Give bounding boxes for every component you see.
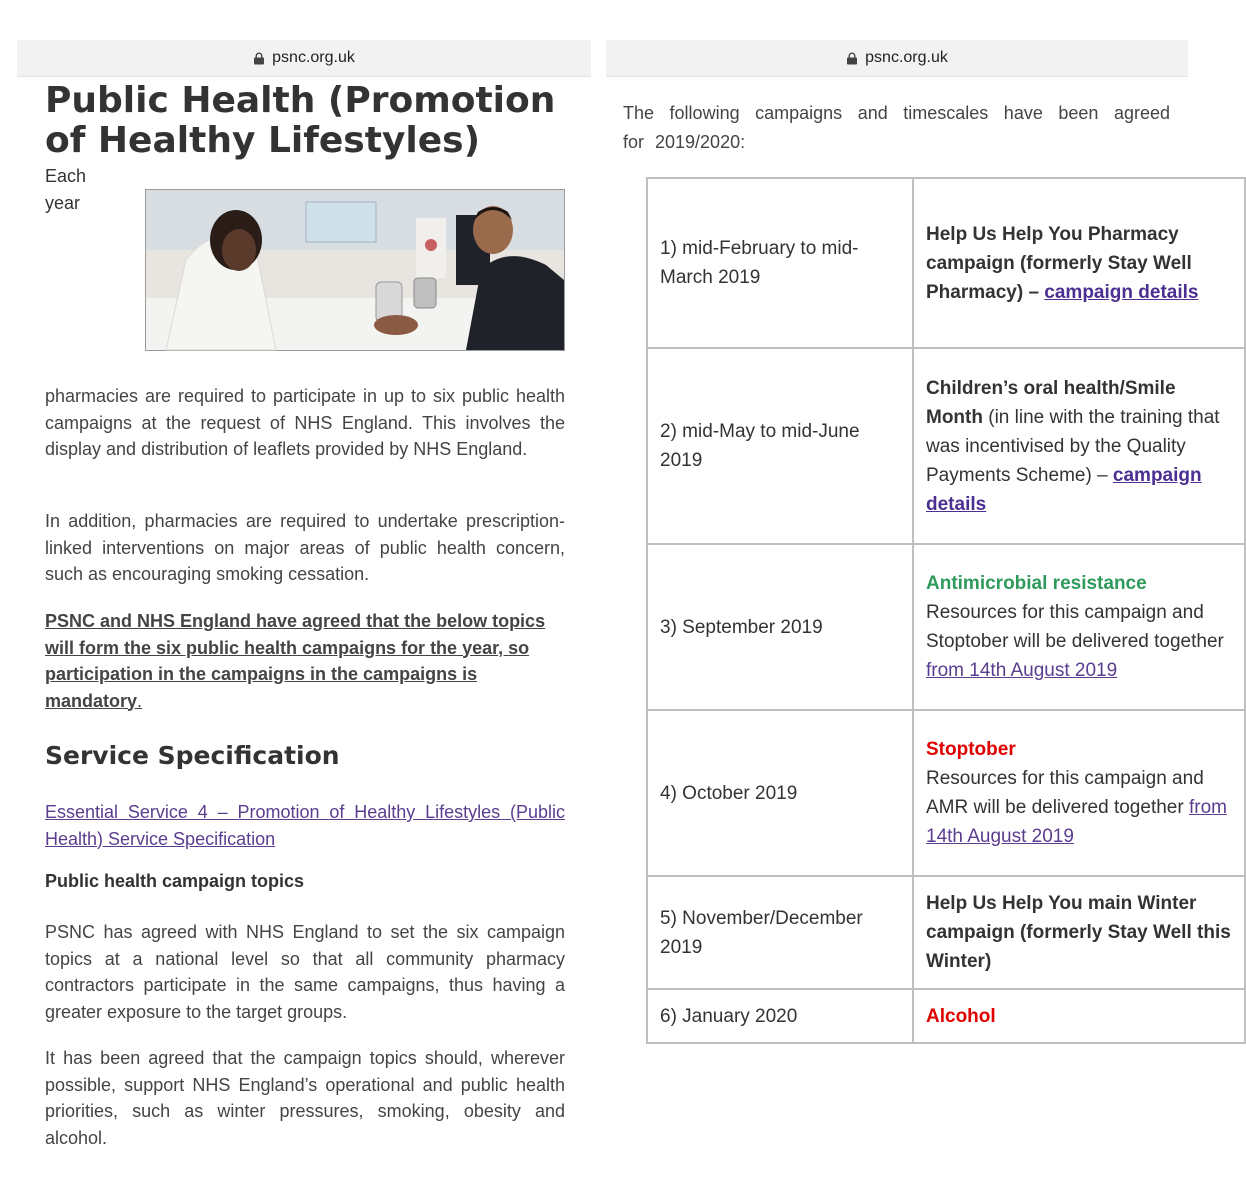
- campaign-details-link[interactable]: campaign details: [1044, 281, 1199, 303]
- campaigns-table: [646, 177, 1246, 1044]
- row-campaign: [913, 710, 1245, 876]
- table-row: [647, 710, 1245, 876]
- campaign-title: Alcohol: [926, 1005, 996, 1027]
- row-campaign: [913, 178, 1245, 348]
- table-row: [647, 989, 1245, 1043]
- campaign-title: Antimicrobial resistance: [926, 573, 1147, 594]
- row-campaign: [913, 544, 1245, 710]
- url-text: psnc.org.uk: [865, 49, 948, 66]
- campaign-title: Children’s oral health/Smile Month: [926, 377, 1176, 428]
- mandatory-statement: [45, 608, 565, 714]
- page-content: [606, 77, 1231, 1200]
- paragraph-priorities: It has been agreed that the campaign topics should, wherever possible, support NHS England’s operational and public health priorities, such as winter pressures, smoking, obesity and alcohol.: [45, 1048, 565, 1148]
- row-timescale: 5) November/December 2019: [647, 876, 913, 989]
- row-timescale: 4) October 2019: [647, 710, 913, 876]
- page-content: [17, 77, 591, 1200]
- table-row: [647, 348, 1245, 544]
- right-screenshot: [606, 0, 1231, 1200]
- row-campaign: [913, 348, 1245, 544]
- row-timescale: 2) mid-May to mid-June 2019: [647, 348, 913, 544]
- campaign-title: Help Us Help You Pharmacy campaign (formerly Stay Well Pharmacy) –: [926, 223, 1192, 303]
- paragraph-national-topics: PSNC has agreed with NHS England to set the six campaign topics at a national level so that all community pharmacy contractors participate in the same campaigns, thus having a greater exposure to the target groups.: [45, 922, 565, 1022]
- campaign-description: Resources for this campaign and Stoptober will be delivered together: [926, 602, 1224, 652]
- row-timescale: 1) mid-February to mid-March 2019: [647, 178, 913, 348]
- table-row: [647, 544, 1245, 710]
- campaign-topics-heading: Public health campaign topics: [45, 871, 305, 891]
- campaign-title: Stoptober: [926, 739, 1016, 760]
- service-spec-link-wrap: [45, 799, 565, 852]
- url-text: psnc.org.uk: [272, 49, 355, 66]
- paragraph-requirements: pharmacies are required to participate in up to six public health campaigns at the request of NHS England. This involves the display and distribution of leaflets provided by NHS England.: [45, 386, 565, 459]
- table-row: [647, 178, 1245, 348]
- page-title: Public Health (Promotion of Healthy Lifestyles): [45, 80, 556, 161]
- row-campaign: [913, 876, 1245, 989]
- row-timescale: 6) January 2020: [647, 989, 913, 1043]
- delivery-date-link[interactable]: from 14th August 2019: [926, 797, 1227, 847]
- campaign-description: (in line with the training that was incentivised by the Quality Payments Scheme) –: [926, 406, 1220, 486]
- pharmacist-photo: [145, 189, 565, 351]
- mandatory-statement-text: PSNC and NHS England have agreed that the below topics will form the six public health campaigns for the year, so participation in the campaigns in the campaigns is mandatory: [45, 611, 546, 711]
- delivery-date-link[interactable]: from 14th August 2019: [926, 660, 1118, 681]
- service-specification-heading: Service Specification: [45, 741, 340, 770]
- campaign-description: Resources for this campaign and AMR will be delivered together: [926, 768, 1204, 818]
- row-timescale: 3) September 2019: [647, 544, 913, 710]
- left-screenshot: [17, 0, 591, 1200]
- campaign-details-link[interactable]: campaign details: [926, 464, 1202, 515]
- campaigns-intro: The following campaigns and timescales have been agreed for 2019/2020:: [623, 103, 1170, 152]
- lock-icon: [846, 52, 858, 65]
- campaign-title: Help Us Help You main Winter campaign (formerly Stay Well this Winter): [926, 893, 1231, 972]
- row-campaign: [913, 989, 1245, 1043]
- service-specification-link[interactable]: Essential Service 4 – Promotion of Healthy Lifestyles (Public Health) Service Specification: [45, 802, 565, 849]
- address-bar[interactable]: [17, 40, 591, 77]
- paragraph-interventions: In addition, pharmacies are required to undertake prescription-linked interventions on major areas of public health concern, such as encouraging smoking cessation.: [45, 511, 565, 584]
- address-bar[interactable]: [606, 40, 1188, 77]
- photo-illustration: [146, 190, 564, 350]
- mandatory-statement-period: .: [137, 690, 143, 711]
- lock-icon: [253, 52, 265, 65]
- each-year-text: Each year: [45, 166, 87, 213]
- table-row: [647, 876, 1245, 989]
